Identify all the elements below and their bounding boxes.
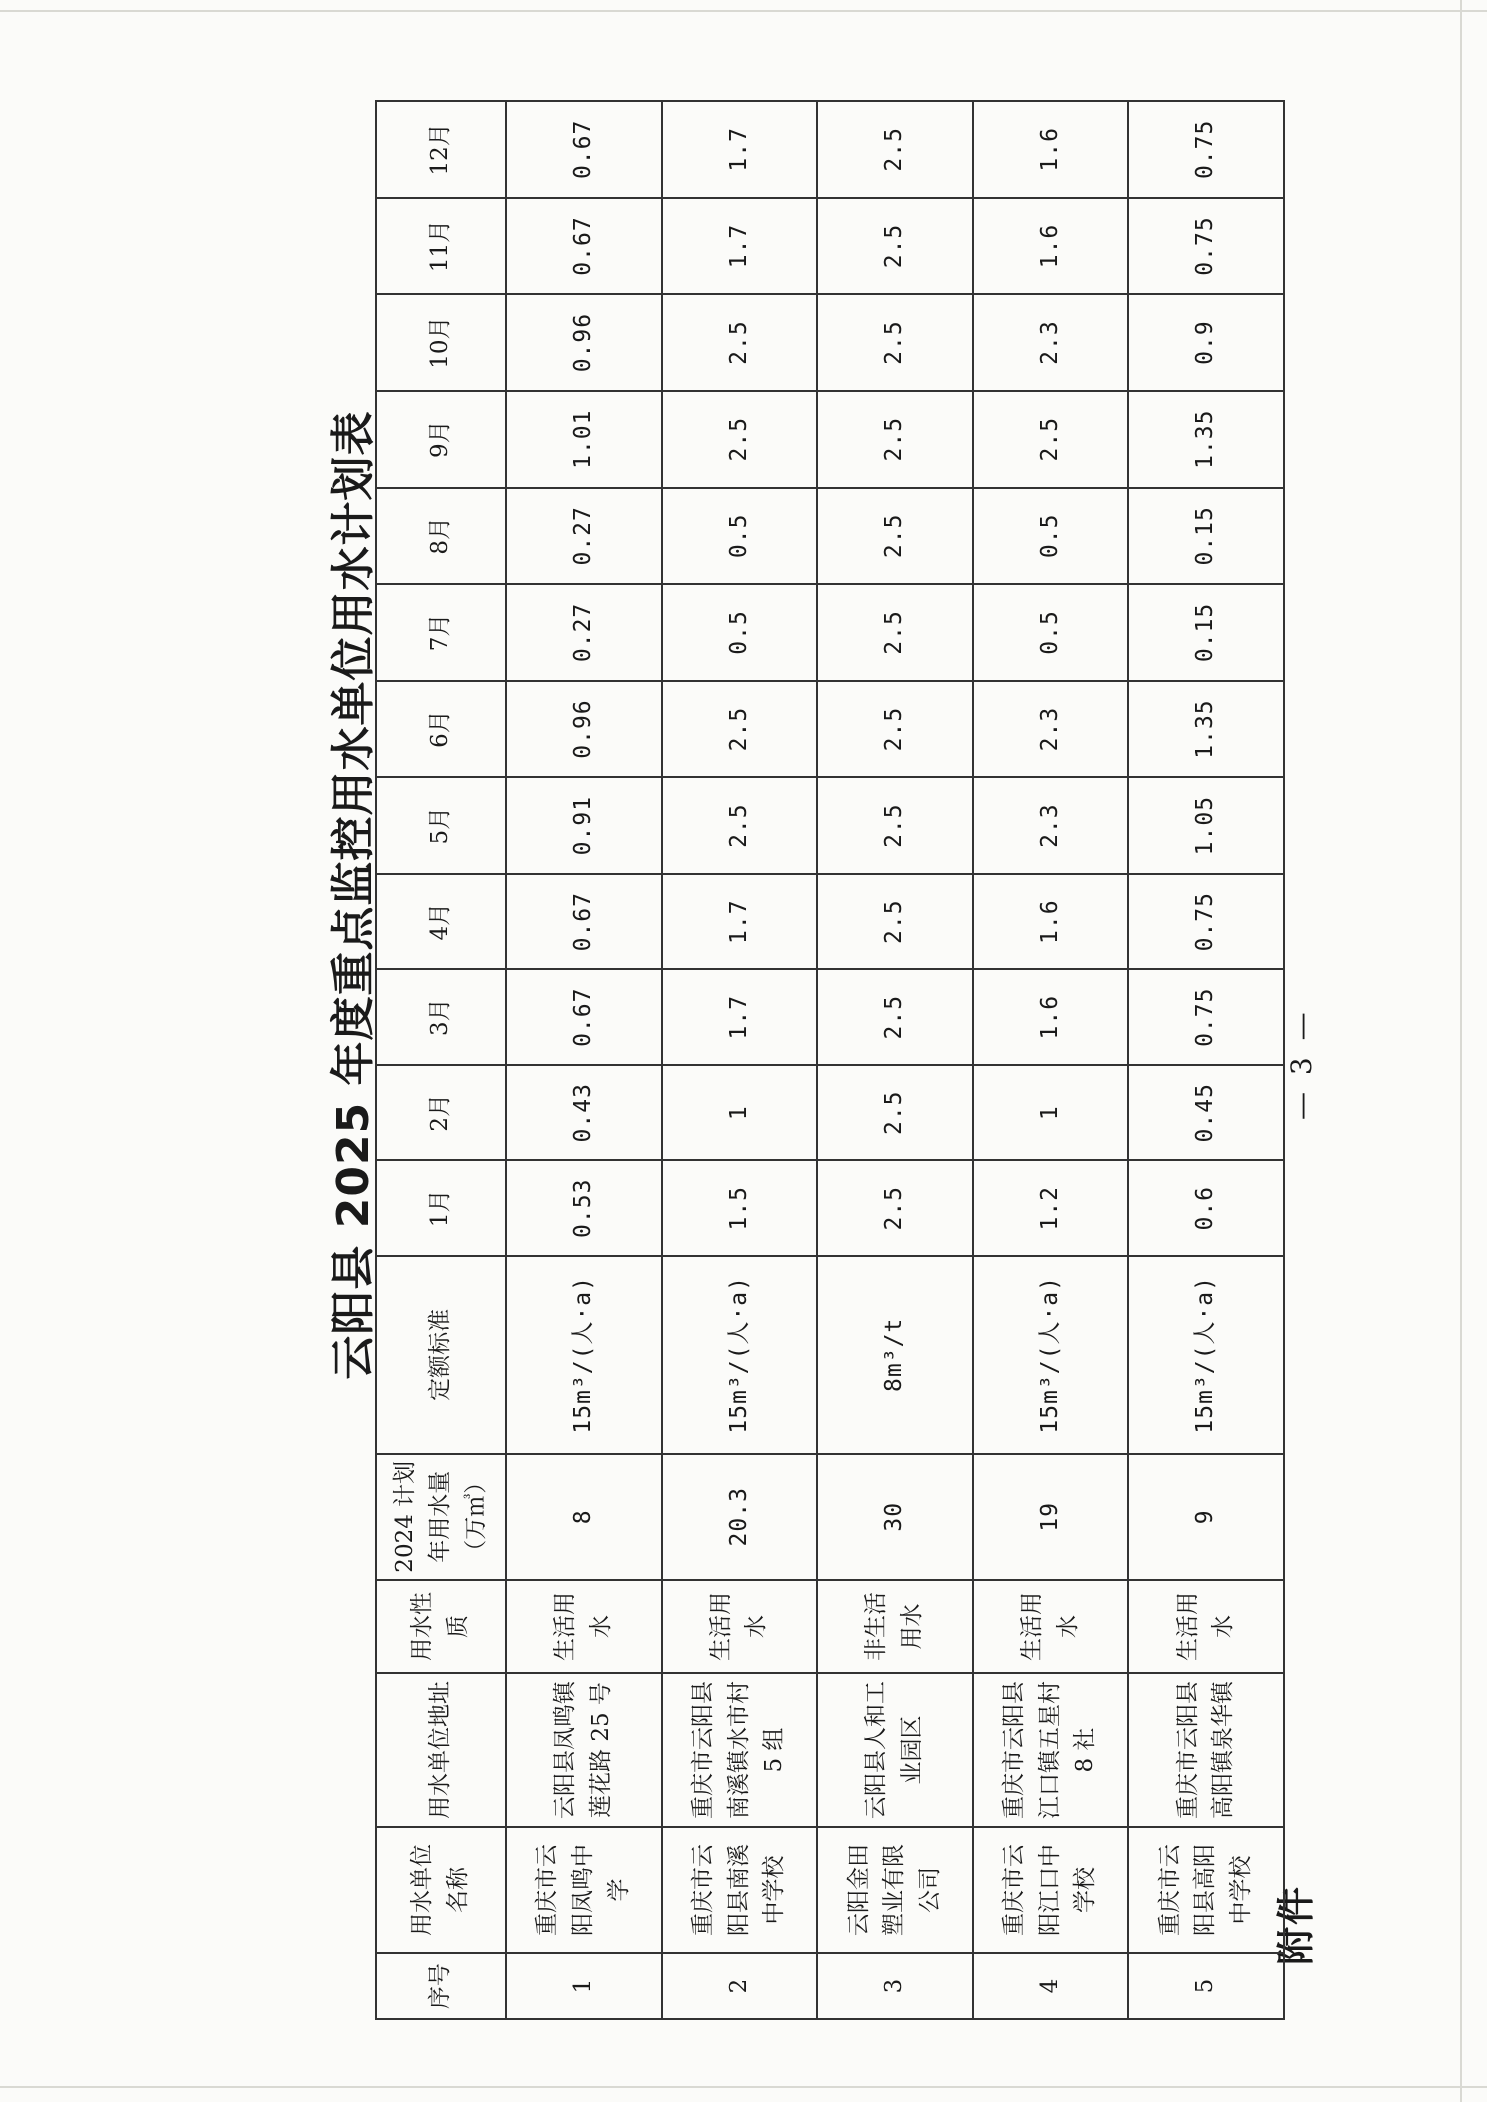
cell-unit-name: 重庆市云阳江口中学校 [973,1827,1129,1953]
cell-address: 重庆市云阳县南溪镇水市村 5 组 [662,1673,818,1827]
cell-month-6: 2.3 [973,681,1129,778]
table-row [506,101,662,2019]
cell-month-3: 0.67 [506,969,662,1065]
cell-nature: 生活用水 [662,1580,818,1673]
scan-edge-top [0,10,1487,12]
cell-seq: 3 [817,1953,973,2019]
table-row [973,101,1129,2019]
cell-month-10: 2.3 [973,294,1129,391]
header-month-5: 5月 [376,777,506,874]
cell-month-4: 1.7 [662,874,818,970]
header-month-2: 2月 [376,1065,506,1161]
cell-unit-name: 重庆市云阳县南溪中学校 [662,1827,818,1953]
cell-seq: 1 [506,1953,662,2019]
cell-nature: 生活用水 [1128,1580,1284,1673]
cell-month-5: 0.91 [506,777,662,874]
header-planned-2024: 2024 计划年用水量（万㎥） [376,1454,506,1580]
cell-month-6: 1.35 [1128,681,1284,778]
cell-month-8: 0.27 [506,488,662,585]
cell-month-1: 2.5 [817,1161,973,1257]
cell-quota: 15m³/(人·a) [662,1256,818,1454]
cell-nature: 非生活用水 [817,1580,973,1673]
header-seq: 序号 [376,1953,506,2019]
cell-month-2: 2.5 [817,1065,973,1161]
cell-month-7: 2.5 [817,584,973,681]
header-row [376,101,506,2019]
header-unit-name: 用水单位名称 [376,1827,506,1953]
cell-month-9: 1.35 [1128,391,1284,488]
cell-month-6: 0.96 [506,681,662,778]
header-month-8: 8月 [376,488,506,585]
cell-quota: 15m³/(人·a) [973,1256,1129,1454]
cell-month-4: 0.75 [1128,874,1284,970]
header-month-4: 4月 [376,874,506,970]
header-nature: 用水性质 [376,1580,506,1673]
table-row [1128,101,1284,2019]
cell-month-7: 0.15 [1128,584,1284,681]
table-row [662,101,818,2019]
cell-month-11: 2.5 [817,198,973,295]
cell-month-2: 1 [662,1065,818,1161]
cell-planned-2024: 19 [973,1454,1129,1580]
cell-planned-2024: 20.3 [662,1454,818,1580]
water-plan-table [375,100,1285,2020]
cell-month-8: 0.5 [662,488,818,585]
cell-address: 重庆市云阳县江口镇五星村 8 社 [973,1673,1129,1827]
scan-edge-bottom [0,2086,1487,2088]
cell-month-8: 2.5 [817,488,973,585]
cell-seq: 5 [1128,1953,1284,2019]
cell-month-12: 0.67 [506,101,662,198]
cell-month-6: 2.5 [817,681,973,778]
header-month-11: 11月 [376,198,506,295]
scan-edge-right [1460,0,1462,2102]
header-month-9: 9月 [376,391,506,488]
cell-nature: 生活用水 [506,1580,662,1673]
cell-unit-name: 重庆市云阳凤鸣中学 [506,1827,662,1953]
rotated-page [328,100,1355,2020]
cell-address: 云阳县人和工业园区 [817,1673,973,1827]
cell-month-2: 1 [973,1065,1129,1161]
cell-month-5: 2.5 [662,777,818,874]
cell-month-12: 1.6 [973,101,1129,198]
cell-month-8: 0.15 [1128,488,1284,585]
cell-quota: 15m³/(人·a) [1128,1256,1284,1454]
cell-month-9: 2.5 [973,391,1129,488]
header-month-3: 3月 [376,969,506,1065]
header-month-7: 7月 [376,584,506,681]
cell-month-9: 2.5 [662,391,818,488]
cell-month-12: 2.5 [817,101,973,198]
table-row [817,101,973,2019]
cell-month-11: 0.75 [1128,198,1284,295]
cell-month-10: 0.9 [1128,294,1284,391]
cell-month-1: 0.53 [506,1161,662,1257]
cell-quota: 8m³/t [817,1256,973,1454]
page-number: — 3 — [1285,1008,1318,1120]
header-month-10: 10月 [376,294,506,391]
cell-seq: 4 [973,1953,1129,2019]
cell-month-8: 0.5 [973,488,1129,585]
cell-month-10: 2.5 [662,294,818,391]
cell-month-5: 1.05 [1128,777,1284,874]
cell-month-1: 1.2 [973,1161,1129,1257]
cell-unit-name: 云阳金田塑业有限公司 [817,1827,973,1953]
header-quota: 定额标准 [376,1256,506,1454]
cell-month-1: 1.5 [662,1161,818,1257]
cell-planned-2024: 8 [506,1454,662,1580]
cell-month-2: 0.43 [506,1065,662,1161]
cell-month-3: 1.6 [973,969,1129,1065]
cell-month-12: 1.7 [662,101,818,198]
cell-month-11: 0.67 [506,198,662,295]
cell-month-2: 0.45 [1128,1065,1284,1161]
cell-month-4: 2.5 [817,874,973,970]
cell-month-5: 2.5 [817,777,973,874]
cell-nature: 生活用水 [973,1580,1129,1673]
cell-month-11: 1.7 [662,198,818,295]
cell-address: 重庆市云阳县高阳镇泉华镇 [1128,1673,1284,1827]
cell-month-11: 1.6 [973,198,1129,295]
cell-month-10: 0.96 [506,294,662,391]
cell-address: 云阳县凤鸣镇莲花路 25 号 [506,1673,662,1827]
header-month-6: 6月 [376,681,506,778]
cell-month-3: 1.7 [662,969,818,1065]
cell-month-6: 2.5 [662,681,818,778]
cell-month-1: 0.6 [1128,1161,1284,1257]
cell-month-9: 2.5 [817,391,973,488]
document-title: 云阳县 2025 年度重点监控用水单位用水计划表 [328,410,379,1380]
cell-month-7: 0.5 [662,584,818,681]
cell-month-3: 2.5 [817,969,973,1065]
cell-month-7: 0.5 [973,584,1129,681]
header-month-12: 12月 [376,101,506,198]
cell-month-12: 0.75 [1128,101,1284,198]
cell-seq: 2 [662,1953,818,2019]
cell-month-3: 0.75 [1128,969,1284,1065]
cell-planned-2024: 30 [817,1454,973,1580]
header-address: 用水单位地址 [376,1673,506,1827]
annex-label: 附件 [1274,1884,1318,1965]
header-month-1: 1月 [376,1161,506,1257]
cell-month-9: 1.01 [506,391,662,488]
cell-month-4: 0.67 [506,874,662,970]
cell-month-5: 2.3 [973,777,1129,874]
cell-quota: 15m³/(人·a) [506,1256,662,1454]
cell-planned-2024: 9 [1128,1454,1284,1580]
cell-unit-name: 重庆市云阳县高阳中学校 [1128,1827,1284,1953]
cell-month-10: 2.5 [817,294,973,391]
cell-month-4: 1.6 [973,874,1129,970]
cell-month-7: 0.27 [506,584,662,681]
